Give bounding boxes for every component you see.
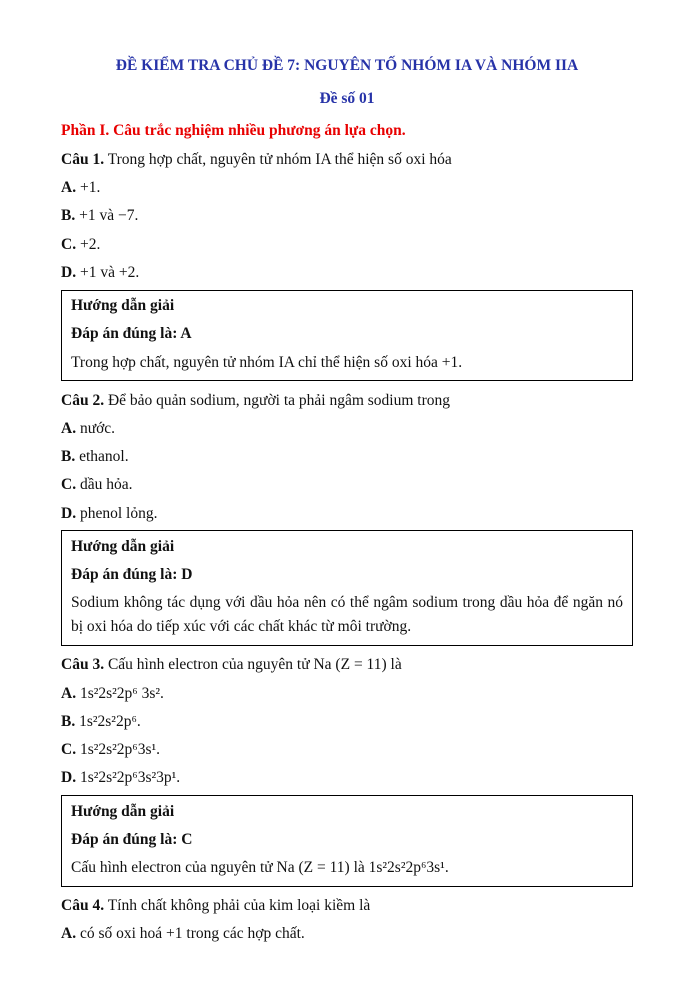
option-label: B. bbox=[61, 207, 76, 225]
question-4-label: Câu 4. bbox=[61, 897, 105, 915]
section-heading: Phần I. Câu trắc nghiệm nhiều phương án lựa chọn. bbox=[61, 122, 406, 140]
question-1-option-a bbox=[61, 174, 633, 202]
question-4-option-a bbox=[61, 920, 633, 948]
solution-heading: Hướng dẫn giải bbox=[71, 537, 175, 555]
solution-box-3 bbox=[61, 795, 633, 887]
option-text: 1s²2s²2p⁶3s²3p¹. bbox=[79, 769, 181, 787]
solution-box-1 bbox=[61, 290, 633, 382]
option-text: +2. bbox=[79, 235, 101, 253]
option-label: A. bbox=[61, 925, 77, 943]
option-text: 1s²2s²2p⁶ 3s². bbox=[79, 684, 164, 702]
option-text: dầu hỏa. bbox=[79, 476, 133, 494]
question-1-option-d bbox=[61, 258, 633, 286]
option-text: +1 và −7. bbox=[79, 207, 139, 225]
document-subtitle: Đề số 01 bbox=[319, 89, 375, 107]
option-label: B. bbox=[61, 448, 76, 466]
document-title: ĐỀ KIỂM TRA CHỦ ĐỀ 7: NGUYÊN TỐ NHÓM IA VÀ NHÓM IIA bbox=[115, 57, 579, 74]
question-3-label: Câu 3. bbox=[61, 656, 105, 674]
question-2-label: Câu 2. bbox=[61, 391, 105, 409]
solution-answer: Đáp án đúng là: D bbox=[71, 566, 193, 584]
option-text: +1 và +2. bbox=[79, 263, 140, 281]
option-label: D. bbox=[61, 263, 77, 281]
question-1-text: Trong hợp chất, nguyên tử nhóm IA thể hiện số oxi hóa bbox=[107, 150, 452, 168]
solution-body: Cấu hình electron của nguyên tử Na (Z = 11) là 1s²2s²2p⁶3s¹. bbox=[71, 859, 449, 877]
solution-body: Trong hợp chất, nguyên tử nhóm IA chỉ thể hiện số oxi hóa +1. bbox=[71, 353, 463, 371]
question-3-option-b bbox=[61, 707, 633, 735]
solution-answer: Đáp án đúng là: C bbox=[71, 830, 193, 848]
question-2-option-a bbox=[61, 414, 633, 442]
question-3-option-a bbox=[61, 679, 633, 707]
question-4 bbox=[61, 892, 633, 920]
solution-box-2 bbox=[61, 530, 633, 646]
option-text: nước. bbox=[79, 419, 116, 437]
option-label: A. bbox=[61, 179, 77, 197]
question-2-text: Để bảo quản sodium, người ta phải ngâm sodium trong bbox=[107, 391, 451, 409]
option-text: 1s²2s²2p⁶. bbox=[79, 712, 141, 730]
question-3-text: Cấu hình electron của nguyên tử Na (Z = 11) là bbox=[107, 656, 402, 674]
question-2-option-c bbox=[61, 471, 633, 499]
option-text: +1. bbox=[79, 179, 101, 197]
question-3-option-c bbox=[61, 736, 633, 764]
option-label: A. bbox=[61, 684, 77, 702]
option-label: C. bbox=[61, 741, 77, 759]
solution-heading: Hướng dẫn giải bbox=[71, 802, 175, 820]
solution-body: Sodium không tác dụng với dầu hỏa nên có thể ngâm sodium trong dầu hỏa để ngăn nó bị oxi hóa do tiếp xúc với các chất khác từ môi trường. bbox=[71, 594, 623, 636]
question-3 bbox=[61, 651, 633, 679]
option-label: B. bbox=[61, 712, 76, 730]
option-label: C. bbox=[61, 476, 77, 494]
question-3-option-d bbox=[61, 764, 633, 792]
solution-heading: Hướng dẫn giải bbox=[71, 297, 175, 315]
question-1-label: Câu 1. bbox=[61, 150, 105, 168]
option-text: 1s²2s²2p⁶3s¹. bbox=[79, 741, 161, 759]
question-2-option-d bbox=[61, 499, 633, 527]
question-1-option-b bbox=[61, 202, 633, 230]
question-1 bbox=[61, 145, 633, 173]
solution-answer: Đáp án đúng là: A bbox=[71, 325, 192, 343]
question-1-option-c bbox=[61, 230, 633, 258]
option-label: D. bbox=[61, 504, 77, 522]
option-label: C. bbox=[61, 235, 77, 253]
option-text: phenol lỏng. bbox=[79, 504, 158, 522]
question-2-option-b bbox=[61, 443, 633, 471]
option-text: có số oxi hoá +1 trong các hợp chất. bbox=[79, 925, 305, 943]
question-2 bbox=[61, 386, 633, 414]
option-label: A. bbox=[61, 419, 77, 437]
option-label: D. bbox=[61, 769, 77, 787]
option-text: ethanol. bbox=[79, 448, 129, 466]
question-4-text: Tính chất không phải của kim loại kiềm là bbox=[107, 897, 371, 915]
